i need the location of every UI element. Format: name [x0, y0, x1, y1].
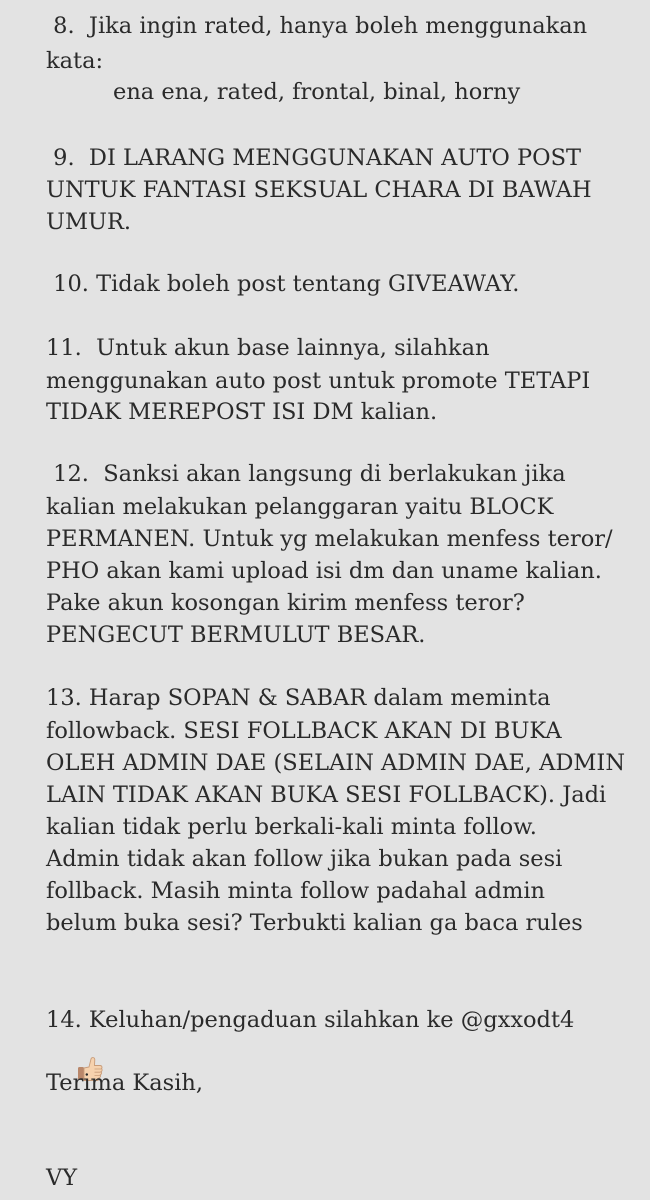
rule-13-line-8: belum buka sesi? Terbukti kalian ga baca rules	[46, 910, 583, 936]
rule-12-line-1: 12. Sanksi akan langsung di berlakukan jika	[46, 461, 566, 487]
rule-8-line-1: 8. Jika ingin rated, hanya boleh menggunakan	[46, 13, 588, 39]
rule-12-line-5: Pake akun kosongan kirim menfess teror?	[46, 590, 525, 616]
rule-12-line-3: PERMANEN. Untuk yg melakukan menfess teror/	[46, 526, 613, 552]
rule-13-line-1: 13. Harap SOPAN & SABAR dalam meminta	[46, 685, 551, 711]
rule-13-line-5: kalian tidak perlu berkali-kali minta follow.	[46, 814, 537, 840]
rule-13-line-3: OLEH ADMIN DAE (SELAIN ADMIN DAE, ADMIN	[46, 750, 626, 776]
rule-9-line-1: 9. DI LARANG MENGGUNAKAN AUTO POST	[46, 145, 582, 171]
rule-11-line-1: 11. Untuk akun base lainnya, silahkan	[46, 335, 490, 361]
signature: VY	[46, 1165, 78, 1191]
rule-14-line-1: 14. Keluhan/pengaduan silahkan ke @gxxodt4	[46, 1007, 575, 1033]
rule-9-line-3: UMUR.	[46, 209, 132, 235]
rule-9-line-2: UNTUK FANTASI SEKSUAL CHARA DI BAWAH	[46, 177, 592, 203]
rule-12-line-2: kalian melakukan pelanggaran yaitu BLOCK	[46, 494, 554, 520]
rule-13-line-7: follback. Masih minta follow padahal admin	[46, 878, 546, 904]
rule-8-line-3: ena ena, rated, frontal, binal, horny	[113, 79, 521, 105]
rule-13-line-4: LAIN TIDAK AKAN BUKA SESI FOLLBACK). Jadi	[46, 782, 607, 808]
rule-12-line-6: PENGECUT BERMULUT BESAR.	[46, 622, 426, 648]
rule-13-line-6: Admin tidak akan follow jika bukan pada sesi	[46, 846, 563, 872]
rule-8-line-2: kata:	[46, 48, 104, 74]
rule-13-line-2: followback. SESI FOLLBACK AKAN DI BUKA	[46, 718, 562, 744]
rule-12-line-4: PHO akan kami upload isi dm dan uname kalian.	[46, 558, 602, 584]
rule-10-line-1: 10. Tidak boleh post tentang GIVEAWAY.	[46, 271, 520, 297]
closing-thanks: Terima Kasih,	[46, 1070, 204, 1096]
rule-11-line-2: menggunakan auto post untuk promote TETAPI	[46, 368, 591, 394]
rule-11-line-3: TIDAK MEREPOST ISI DM kalian.	[46, 399, 438, 425]
